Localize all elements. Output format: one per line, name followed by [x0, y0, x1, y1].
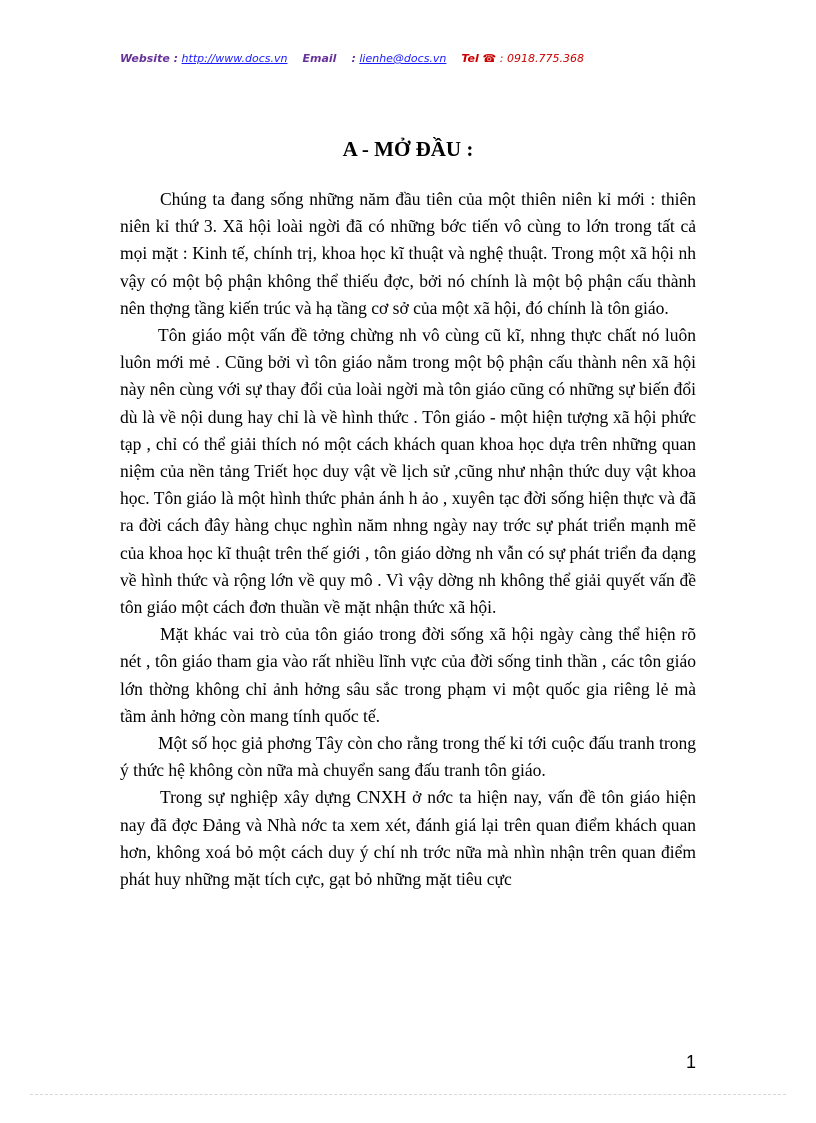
email-link[interactable]: lienhe@docs.vn — [359, 52, 447, 65]
paragraph: Mặt khác vai trò của tôn giáo trong đời sống xã hội ngày càng thể hiện rõ nét , tôn giáo tham gia vào rất nhiều lĩnh vực của đời sống tinh thần , các tôn giáo lớn thờng không chỉ ảnh hởng sâu sắc trong phạm vi một quốc gia riêng lẻ mà tầm ảnh hởng còn mang tính quốc tế. — [120, 624, 696, 726]
paragraph: Trong sự nghiệp xây dựng CNXH ở nớc ta hiện nay, vấn đề tôn giáo hiện nay đã đợc Đảng và Nhà nớc ta xem xét, đánh giá lại trên quan điểm khách quan hơn, không xoá bỏ một cách duy ý chí nh trớc nữa mà nhìn nhận trên quan điểm phát huy những mặt tích cực, gạt bỏ những mặt tiêu cực — [120, 787, 696, 890]
paragraph: Tôn giáo một vấn đề tởng chừng nh vô cùng cũ kĩ, nhng thực chất nó luôn luôn mới mẻ . Cũng bởi vì tôn giáo nằm trong một bộ phận cấu thành nên xã hội này nên cùng với sự thay đổi của loài ngời mà tôn giáo cũng có những sự biến đổi dù là về nội dung hay chỉ là về hình thức . Tôn giáo - một hiện tượng xã hội phức tạp , chỉ có thể giải thích nó một cách khách quan khoa học dựa trên những quan niệm của nền tảng Triết học duy vật về lịch sử ,cũng như nhận thức duy vật khoa học. Tôn giáo là một hình thức phản ánh h ảo , xuyên tạc đời sống hiện thực và đã ra đời cách đây hàng chục nghìn năm nhng ngày nay trớc sự phát triển mạnh mẽ của khoa học kĩ thuật trên thế giới , tôn giáo dờng nh vẫn có sự phát triển đa dạng về hình thức và rộng lớn về quy mô . Vì vậy dờng nh không thể giải quyết vấn đề tôn giáo một cách đơn thuần về mặt nhận thức xã hội. — [120, 325, 696, 618]
paragraph: Một số học giả phơng Tây còn cho rằng trong thế kỉ tới cuộc đấu tranh trong ý thức hệ không còn nữa mà chuyển sang đấu tranh tôn giáo. — [120, 733, 696, 781]
paragraph: Chúng ta đang sống những năm đầu tiên của một thiên niên kỉ mới : thiên niên kỉ thứ 3. Xã hội loài ngời đã có những bớc tiến vô cùng to lớn trong tất cả mọi mặt : Kinh tế, chính trị, khoa học kĩ thuật và nghệ thuật. Trong một xã hội nh vậy có một bộ phận không thể thiếu đợc, bởi nó chính là một bộ phận cấu thành nên thợng tầng kiến trúc và hạ tầng cơ sở của một xã hội, đó chính là tôn giáo. — [120, 189, 696, 318]
website-label: Website : — [120, 52, 179, 65]
document-body — [120, 186, 696, 893]
tel-label: Tel ☎ — [461, 52, 497, 65]
tel-value: : 0918.775.368 — [499, 52, 584, 65]
email-label: Email — [302, 52, 337, 65]
email-separator: : — [351, 52, 356, 65]
page-header — [120, 52, 584, 65]
footer-divider — [30, 1094, 786, 1095]
page-number: 1 — [686, 1052, 697, 1072]
document-title: A - MỞ ĐẦU : — [342, 137, 474, 161]
website-link[interactable]: http://www.docs.vn — [181, 52, 288, 65]
